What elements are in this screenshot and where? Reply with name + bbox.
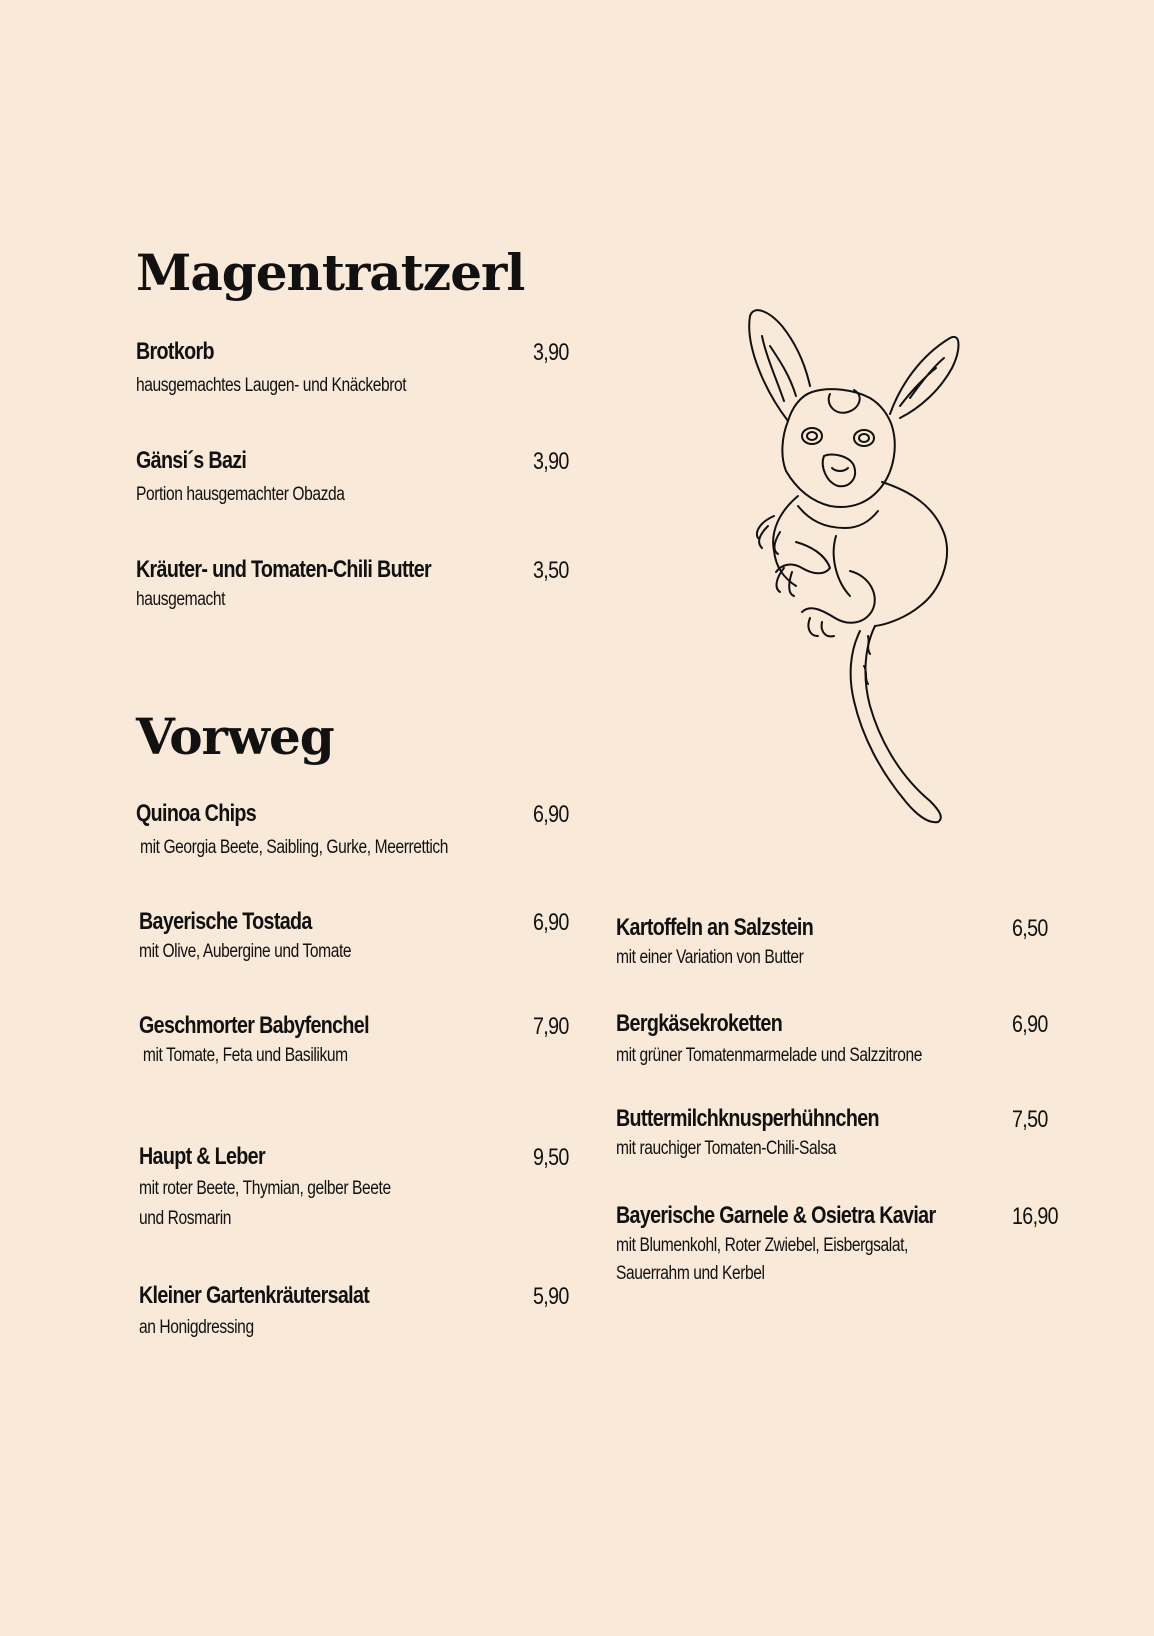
menu-item	[136, 337, 576, 401]
item-description: an Honigdressing	[139, 1317, 254, 1338]
menu-item	[616, 1201, 1056, 1289]
item-description-line-1: mit Blumenkohl, Roter Zwiebel, Eisbergsalat,	[616, 1235, 908, 1256]
menu-item	[139, 1142, 579, 1234]
item-price: 6,50	[1012, 915, 1048, 942]
item-price: 6,90	[533, 801, 569, 828]
item-description: mit rauchiger Tomaten-Chili-Salsa	[616, 1138, 836, 1159]
menu-item	[616, 1009, 1056, 1071]
item-price: 6,90	[1012, 1011, 1048, 1038]
item-price: 5,90	[533, 1283, 569, 1310]
menu-item	[136, 799, 576, 863]
item-name: Haupt & Leber	[139, 1143, 265, 1170]
item-description-line-2: Sauerrahm und Kerbel	[616, 1263, 765, 1284]
item-name: Kleiner Gartenkräutersalat	[139, 1282, 370, 1309]
item-price: 7,50	[1012, 1106, 1048, 1133]
item-price: 6,90	[533, 909, 569, 936]
item-name: Brotkorb	[136, 338, 214, 365]
menu-item	[139, 1281, 579, 1343]
item-description: mit grüner Tomatenmarmelade und Salzzitrone	[616, 1045, 922, 1066]
menu-item	[616, 1104, 1056, 1164]
item-description: mit einer Variation von Butter	[616, 947, 804, 968]
item-description: Portion hausgemachter Obazda	[136, 484, 345, 505]
item-name: Geschmorter Babyfenchel	[139, 1012, 369, 1039]
item-name: Bayerische Tostada	[139, 908, 312, 935]
menu-item	[616, 913, 1056, 973]
item-name: Kräuter- und Tomaten-Chili Butter	[136, 556, 432, 583]
item-name: Buttermilchknusperhühnchen	[616, 1105, 879, 1132]
item-name: Bergkäsekroketten	[616, 1010, 783, 1037]
item-price: 3,90	[533, 339, 569, 366]
item-description: mit Olive, Aubergine und Tomate	[139, 941, 352, 962]
item-price: 3,90	[533, 448, 569, 475]
item-name: Quinoa Chips	[136, 800, 257, 827]
section-title-vorweg: Vorweg	[136, 707, 334, 766]
item-price: 7,90	[533, 1013, 569, 1040]
menu-item	[136, 555, 576, 615]
menu-item	[139, 907, 579, 967]
section-title-magentratzerl: Magentratzerl	[136, 243, 525, 302]
item-description: mit Tomate, Feta und Basilikum	[139, 1045, 348, 1066]
item-description: hausgemacht	[136, 589, 226, 610]
menu-item	[139, 1011, 579, 1071]
item-price: 9,50	[533, 1144, 569, 1171]
item-price: 16,90	[1012, 1203, 1058, 1230]
item-name: Kartoffeln an Salzstein	[616, 914, 814, 941]
item-name: Gänsi´s Bazi	[136, 447, 247, 474]
item-price: 3,50	[533, 557, 569, 584]
item-description: mit Georgia Beete, Saibling, Gurke, Meerrettich	[140, 837, 449, 858]
item-description: hausgemachtes Laugen- und Knäckebrot	[136, 375, 407, 396]
item-description-line-1: mit roter Beete, Thymian, gelber Beete	[139, 1178, 391, 1199]
item-name: Bayerische Garnele & Osietra Kaviar	[616, 1202, 936, 1229]
bushbaby-line-drawing-icon	[740, 306, 980, 831]
menu-item	[136, 446, 576, 510]
item-description-line-2: und Rosmarin	[139, 1208, 232, 1229]
